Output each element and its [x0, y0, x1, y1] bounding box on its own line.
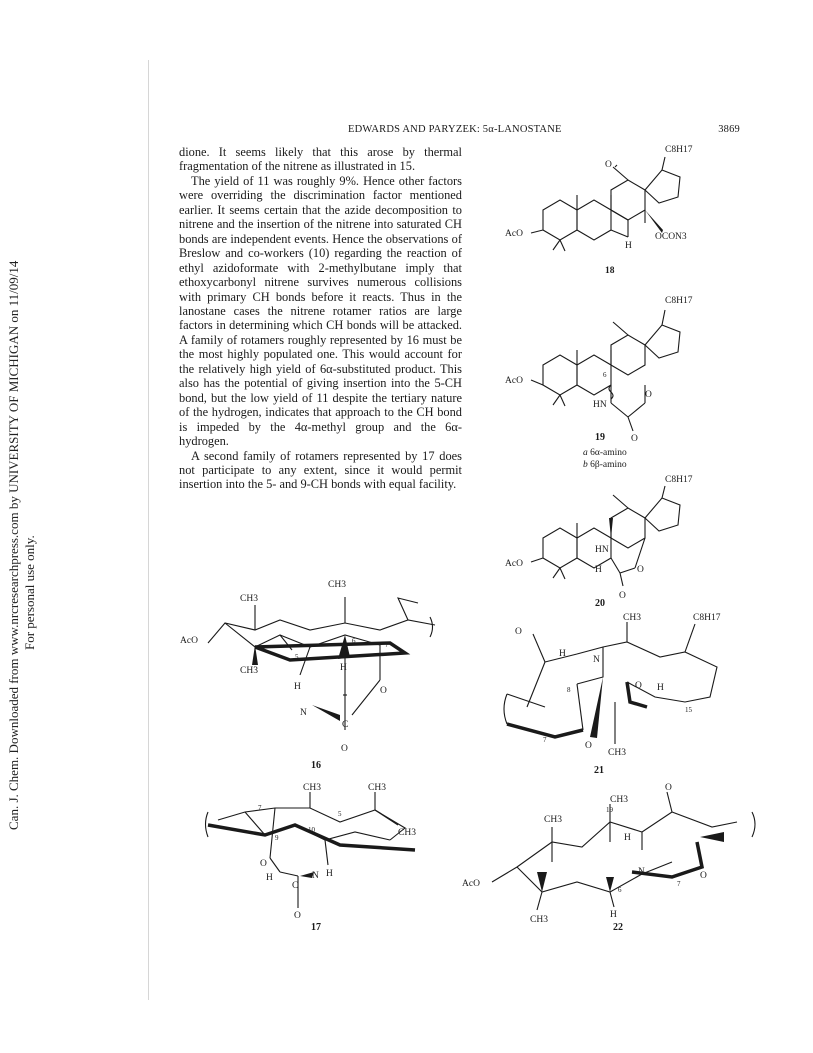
- s17-number: 17: [311, 922, 321, 933]
- s17-n: N: [312, 871, 319, 881]
- s16-h-right: H: [340, 663, 347, 673]
- s17-c9: 9: [275, 834, 279, 842]
- s21-c15: 15: [685, 706, 692, 714]
- s19-hn: HN: [593, 400, 607, 410]
- s16-number: 16: [311, 760, 321, 771]
- s17-ch3-right: CH3: [368, 783, 386, 793]
- s22-o-ketone: O: [665, 783, 672, 793]
- s22-c6: 6: [618, 886, 622, 894]
- download-notice: [0, 0, 40, 1053]
- s22-number: 22: [613, 922, 623, 933]
- s16-o-carbonyl: O: [341, 744, 348, 754]
- s16-c6: 6: [352, 637, 356, 645]
- download-notice-line1: Can. J. Chem. Downloaded from www.nrcresearchpress.com by UNIVERSITY OF MICHIGAN on 11/09/14: [6, 260, 21, 830]
- s21-o-right: O: [635, 681, 642, 691]
- s22-aco: AcO: [462, 879, 480, 889]
- s19-note-b: 6β-amino: [590, 460, 627, 470]
- structure-18: [505, 145, 720, 280]
- s16-aco: AcO: [180, 636, 198, 646]
- s21-ch3-top: CH3: [623, 613, 641, 623]
- s21-h-left: H: [559, 649, 566, 659]
- s17-c7: 7: [258, 804, 262, 812]
- s17-ch3-far: CH3: [398, 828, 416, 838]
- s19-o-ring: O: [645, 390, 652, 400]
- page-number: 3869: [718, 124, 740, 135]
- s19-note-a-letter: a: [583, 448, 588, 458]
- s22-ch3-left: CH3: [544, 815, 562, 825]
- s21-n: N: [593, 655, 600, 665]
- s22-c19: 19: [606, 806, 613, 814]
- s21-o-bottom: O: [585, 741, 592, 751]
- s21-o-ketone: O: [515, 627, 522, 637]
- structure-16: [180, 575, 450, 775]
- s16-c7: 7: [385, 641, 389, 649]
- s21-ch3-bottom: CH3: [608, 748, 626, 758]
- s22-h-top: H: [624, 833, 631, 843]
- running-title: EDWARDS AND PARYZEK: 5α-LANOSTANE: [348, 124, 562, 135]
- s18-o: O: [605, 160, 612, 170]
- s17-h-left: H: [266, 873, 273, 883]
- s20-number: 20: [595, 598, 605, 609]
- s19-note-a: 6α-amino: [590, 448, 627, 458]
- s21-c7: 7: [543, 736, 547, 744]
- s20-h: H: [595, 565, 602, 575]
- s21-number: 21: [594, 765, 604, 776]
- download-notice-line2: For personal use only.: [22, 535, 37, 650]
- s17-h-right: H: [326, 869, 333, 879]
- s18-number: 18: [605, 266, 615, 276]
- margin-rule: [148, 60, 149, 1000]
- s18-h: H: [625, 241, 632, 251]
- s16-ch3-left: CH3: [240, 594, 258, 604]
- s16-ch3-bottom: CH3: [240, 666, 258, 676]
- s20-aco: AcO: [505, 559, 523, 569]
- s17-c10: 10: [308, 826, 315, 834]
- structure-19: [505, 285, 720, 445]
- s22-ch3-bottom: CH3: [530, 915, 548, 925]
- s17-o: O: [260, 859, 267, 869]
- s19-c8h17: C8H17: [665, 296, 693, 306]
- structure-21: [495, 612, 735, 772]
- page-header: [180, 124, 740, 138]
- structure-20: [505, 475, 720, 603]
- s22-h-bottom: H: [610, 910, 617, 920]
- paragraph-3: A second family of rotamers represented by 17 does not participate to any extent, since it would permit insertion into the 5- and 9-CH bonds with equal facility.: [179, 448, 462, 492]
- s16-c5: 5: [295, 653, 299, 661]
- body-text-column: [179, 145, 462, 492]
- s19-o-carbonyl: O: [631, 434, 638, 444]
- s22-c7: 7: [677, 880, 681, 888]
- s16-ch3-top: CH3: [328, 580, 346, 590]
- s19-notes: [583, 447, 627, 471]
- s21-c8h17: C8H17: [693, 613, 721, 623]
- s19-aco: AcO: [505, 376, 523, 386]
- s18-aco: AcO: [505, 229, 523, 239]
- s16-n: N: [300, 708, 307, 718]
- s22-n: N: [638, 867, 645, 877]
- s20-hn: HN: [595, 545, 609, 555]
- structure-22: [462, 782, 762, 932]
- s19-number: 19: [595, 432, 605, 443]
- s22-ch3-top: CH3: [610, 795, 628, 805]
- s17-o-carbonyl: O: [294, 911, 301, 921]
- s16-c: C: [342, 720, 349, 730]
- paragraph-1: dione. It seems likely that this arose by thermal fragmentation of the nitrene as illustrated in 15.: [179, 145, 462, 174]
- s16-h-left: H: [294, 682, 301, 692]
- s19-c6: 6: [603, 371, 607, 379]
- s17-c: C: [292, 881, 299, 891]
- paragraph-2: The yield of 11 was roughly 9%. Hence other factors were overriding the discrimination factor mentioned earlier. It seems certain that the azide decomposition to nitrene and the insertion of the nitrene into saturated CH bonds are independent events. Hence the observations of Breslow and co-workers (10) regarding the reaction of ethyl azidoformate with 2-methylbutane imply that ethoxycarbonyl nitrene survives numerous collisions with primary CH bonds before it reacts. Thus in the lanostane cases the nitrene rotamer ratios are large factors in determining which CH bonds will be attacked. A family of rotamers roughly represented by 16 must be the most highly populated one. This would account for the relatively high yield of 6α-substituted product. This also has the potential of giving insertion into the 5-CH bond, but the low yield of 11 despite the tertiary nature of the hydrogen, indicates that approach to the CH bond is impeded by the 4α-methyl group and the 6α-hydrogen.: [179, 173, 462, 449]
- structure-17: [200, 780, 460, 930]
- s22-o-ring: O: [700, 871, 707, 881]
- s17-c5: 5: [338, 810, 342, 818]
- s21-c8: 8: [567, 686, 571, 694]
- s19-note-b-letter: b: [583, 460, 588, 470]
- s16-o: O: [380, 686, 387, 696]
- s18-c8h17: C8H17: [665, 145, 693, 155]
- s21-h-right: H: [657, 683, 664, 693]
- s20-c8h17: C8H17: [665, 475, 693, 485]
- s20-o-ring: O: [637, 565, 644, 575]
- s20-o: O: [619, 591, 626, 601]
- s18-ocon3: OCON3: [655, 232, 687, 242]
- s17-ch3-left: CH3: [303, 783, 321, 793]
